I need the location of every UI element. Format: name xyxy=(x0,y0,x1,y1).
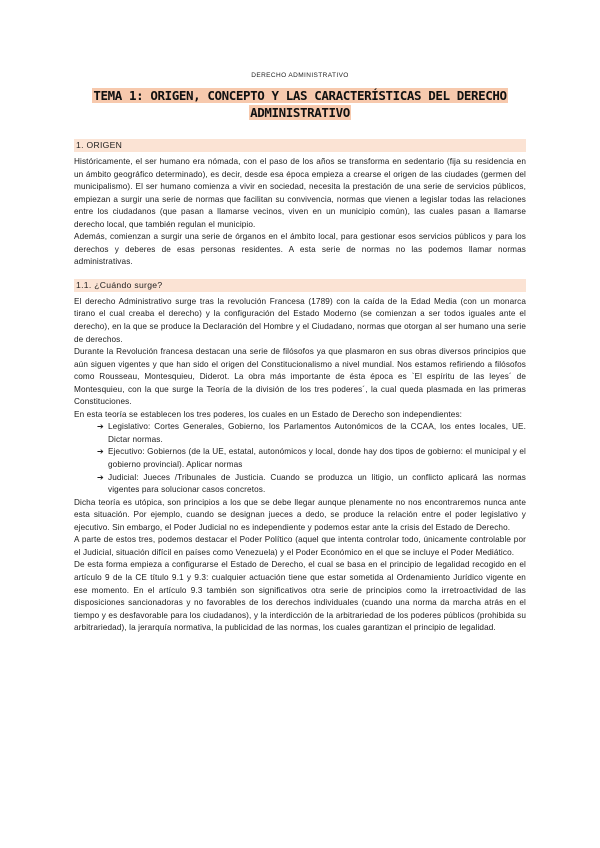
subject-header: DERECHO ADMINISTRATIVO xyxy=(251,72,349,79)
list-item xyxy=(97,472,526,497)
list-item-text: Judicial: Jueces /Tribunales de Justicia. Cuando se produzca un litigio, un conflicto aplicará las normas vigentes para solucionar casos concretos. xyxy=(108,472,526,495)
paragraph: Durante la Revolución francesa destacan una serie de filósofos ya que plasmaron en sus obras diversos principios que aún siguen vigentes y que han sido el origen del Constitucionalismo a nivel mundial. Nos estamos refiriendo a filósofos como Rousseau, Montesquieu, Diderot. La obra más importante de ésta época es `El espíritu de las leyes´ de Montesquieu, con la que surge la Teoría de la división de los tres poderes´, la cual queda plasmada en las primeras Constituciones. xyxy=(74,347,526,407)
section-gap xyxy=(74,269,526,279)
paragraph: El derecho Administrativo surge tras la revolución Francesa (1789) con la caída de la Edad Media (con un monarca tirano el cual creaba el derecho) y la configuración del Estado Moderno (se comienzan a ser todos iguales ante el derecho), en la que se produce la Declaración del Hombre y el Ciudadano, normas que otorgan al ser humano una serie de derechos. xyxy=(74,296,526,344)
list-item xyxy=(97,446,526,471)
list-item xyxy=(97,421,526,446)
list-item-text: Legislativo: Cortes Generales, Gobierno, los Parlamentos Autonómicos de la CCAA, los entes locales, UE. Dictar normas. xyxy=(108,422,526,444)
paragraph: Además, comienzan a surgir una serie de órganos en el ámbito local, para gestionar esos servicios públicos y para los derechos y deberes de esas personas residentes. A esta serie de normas no las podemos llamar normas administrativas. xyxy=(74,232,526,267)
arrow-icon: ➔ xyxy=(97,447,104,457)
section-heading-text: 1. ORIGEN xyxy=(74,139,526,152)
section-heading-text: 1.1. ¿Cuándo surge? xyxy=(74,279,526,292)
powers-list xyxy=(74,421,526,496)
arrow-icon: ➔ xyxy=(97,472,104,482)
paragraph: En esta teoría se establecen los tres poderes, los cuales en un Estado de Derecho son independientes: xyxy=(74,409,463,419)
paragraph: De esta forma empieza a configurarse el Estado de Derecho, el cual se basa en el principio de legalidad recogido en el artículo 9 de la CE título 9.1 y 9.3: cualquier actuación tiene que estar sometida al Ordenamiento Jurídico vigente en ese momento. En el artículo 9.3 también son significativos otra serie de principios como la irretroactividad de las disposiciones sancionadoras y no favorables de los derechos individuales (cuando una norma da marcha atrás en el tiempo y es desfavorable para los ciudadanos), y la interdicción de la arbitrariedad de los poderes públicos (prohibida su arbitrariedad), la jerarquía normativa, la publicidad de las normas, los cuales garantizan el principio de legalidad. xyxy=(74,560,526,633)
arrow-icon: ➔ xyxy=(97,422,104,432)
paragraph: Históricamente, el ser humano era nómada, con el paso de los años se transforma en sedentario (fija su residencia en un ámbito geográfico determinado), es decir, desde esa época empieza a crearse el origen de las ciudades (germen del municipalismo). El ser humano comienza a vivir en sociedad, necesita la prestación de una serie de servicios públicos, empiezan a surgir una serie de normas que facilitan su convivencia, normas que vienen a legislar todas las relaciones entre los ciudadanos (que pasan a llamarse vecinos, viven en un municipio común), las cuales pasan a llamarse derecho local, que también regulan el municipio. xyxy=(74,157,526,229)
section-heading-origen xyxy=(74,139,526,152)
document-title xyxy=(74,87,526,121)
paragraph: A parte de estos tres, podemos destacar el Poder Político (aquel que intenta controlar todo, únicamente controlable por el Judicial, situación difícil en países como Venezuela) y el Poder Económico en el que se incluye el Poder Mediático. xyxy=(74,535,526,557)
document-title-text: TEMA 1: ORIGEN, CONCEPTO Y LAS CARACTERÍSTICAS DEL DERECHO ADMINISTRATIVO xyxy=(93,88,507,120)
section-heading-cuando-surge xyxy=(74,279,526,292)
document-page xyxy=(74,72,526,635)
paragraph: Dicha teoría es utópica, son principios a los que se debe llegar aunque plenamente no nos encontraremos nunca ante esta situación. Por ejemplo, cuando se designan jueces a dedo, se produce la relación entre el poder legislativo y ejecutivo. Sin embargo, el Poder Judicial no es independiente y podemos estar ante la crisis del Estado de Derecho. xyxy=(74,497,526,532)
list-item-text: Ejecutivo: Gobiernos (de la UE, estatal, autonómicos y local, donde hay dos tipos de gobierno: el municipal y el gobierno provincial). Aplicar normas xyxy=(108,447,526,470)
